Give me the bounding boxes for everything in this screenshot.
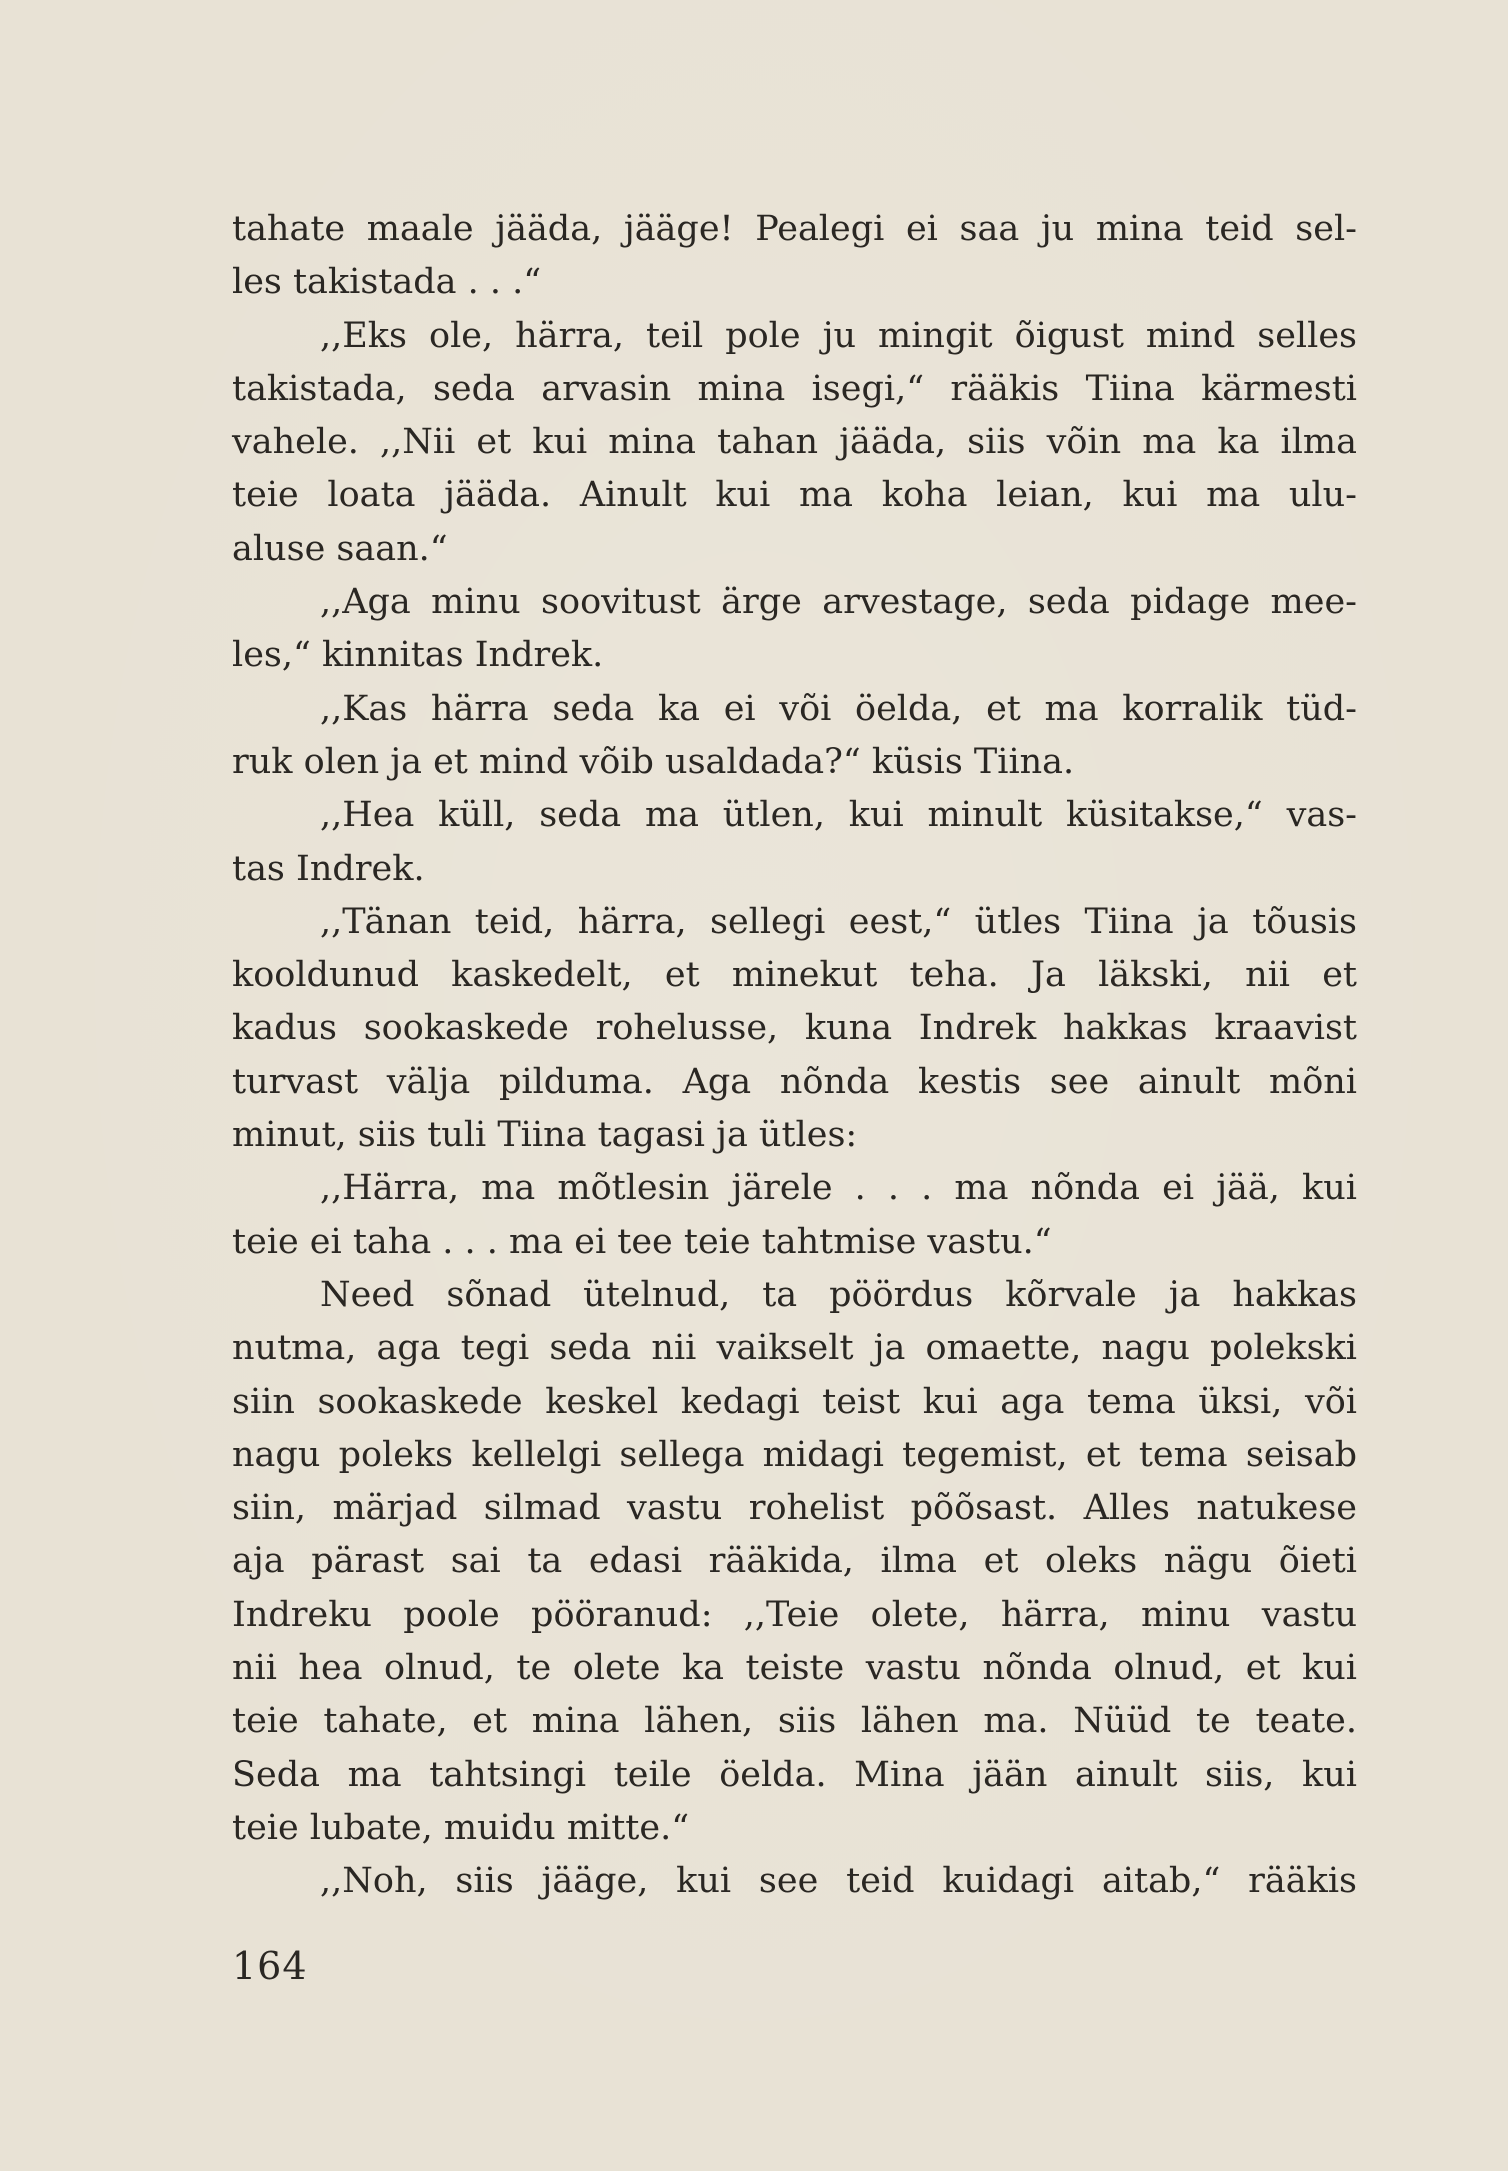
page-number: 164 [232,1944,308,1988]
text-line: kooldunud kaskedelt, et minekut teha. Ja läkski, nii et [232,955,1357,996]
text-line: turvast välja pilduma. Aga nõnda kestis see ainult mõni [232,1061,1357,1102]
text-line: takistada, seda arvasin mina isegi,“ rääkis Tiina kärmesti [232,368,1357,409]
text-line: ,,Noh, siis jääge, kui see teid kuidagi aitab,“ rääkis [320,1861,1357,1902]
text-line: ,,Härra, ma mõtlesin järele . . . ma nõnda ei jää, kui [320,1168,1357,1209]
text-line: ,,Aga minu soovitust ärge arvestage, seda pidage mee- [320,582,1357,623]
text-line: siin sookaskede keskel kedagi teist kui aga tema üksi, või [232,1381,1357,1422]
body-text [232,203,1357,1909]
text-line: ,,Hea küll, seda ma ütlen, kui minult küsitakse,“ vas- [320,795,1357,836]
text-line: teie lubate, muidu mitte.“ [232,1807,690,1848]
text-line: Seda ma tahtsingi teile öelda. Mina jään ainult siis, kui [232,1754,1357,1795]
text-line: tahate maale jääda, jääge! Pealegi ei saa ju mina teid sel- [232,209,1357,249]
text-line: ,,Eks ole, härra, teil pole ju mingit õigust mind selles [320,315,1357,356]
text-line: Need sõnad ütelnud, ta pöördus kõrvale ja hakkas [320,1274,1357,1315]
text-line: nagu poleks kellelgi sellega midagi tegemist, et tema seisab [232,1434,1357,1475]
text-line: minut, siis tuli Tiina tagasi ja ütles: [232,1115,858,1156]
text-line: teie ei taha . . . ma ei tee teie tahtmise vastu.“ [232,1221,1052,1262]
text-line: les takistada . . .“ [232,262,542,303]
text-line: teie loata jääda. Ainult kui ma koha leian, kui ma ulu- [232,475,1357,516]
text-line: vahele. ,,Nii et kui mina tahan jääda, siis võin ma ka ilma [232,422,1357,463]
text-line: nii hea olnud, te olete ka teiste vastu nõnda olnud, et kui [232,1648,1357,1689]
text-line: nutma, aga tegi seda nii vaikselt ja omaette, nagu polekski [232,1328,1357,1369]
text-line: ,,Kas härra seda ka ei või öelda, et ma korralik tüd- [320,688,1357,729]
text-line: teie tahate, et mina lähen, siis lähen ma. Nüüd te teate. [232,1701,1357,1742]
text-line: Indreku poole pööranud: ,,Teie olete, härra, minu vastu [232,1594,1357,1635]
text-line: siin, märjad silmad vastu rohelist põõsast. Alles natukese [232,1488,1357,1529]
text-line: ruk olen ja et mind võib usaldada?“ küsis Tiina. [232,741,1075,782]
text-line: kadus sookaskede rohelusse, kuna Indrek hakkas kraavist [232,1008,1357,1049]
text-line: aja pärast sai ta edasi rääkida, ilma et oleks nägu õieti [232,1541,1357,1582]
text-line: ,,Tänan teid, härra, sellegi eest,“ ütles Tiina ja tõusis [320,901,1357,942]
text-line: tas Indrek. [232,848,425,889]
text-line: les,“ kinnitas Indrek. [232,635,604,676]
text-line: aluse saan.“ [232,528,448,569]
